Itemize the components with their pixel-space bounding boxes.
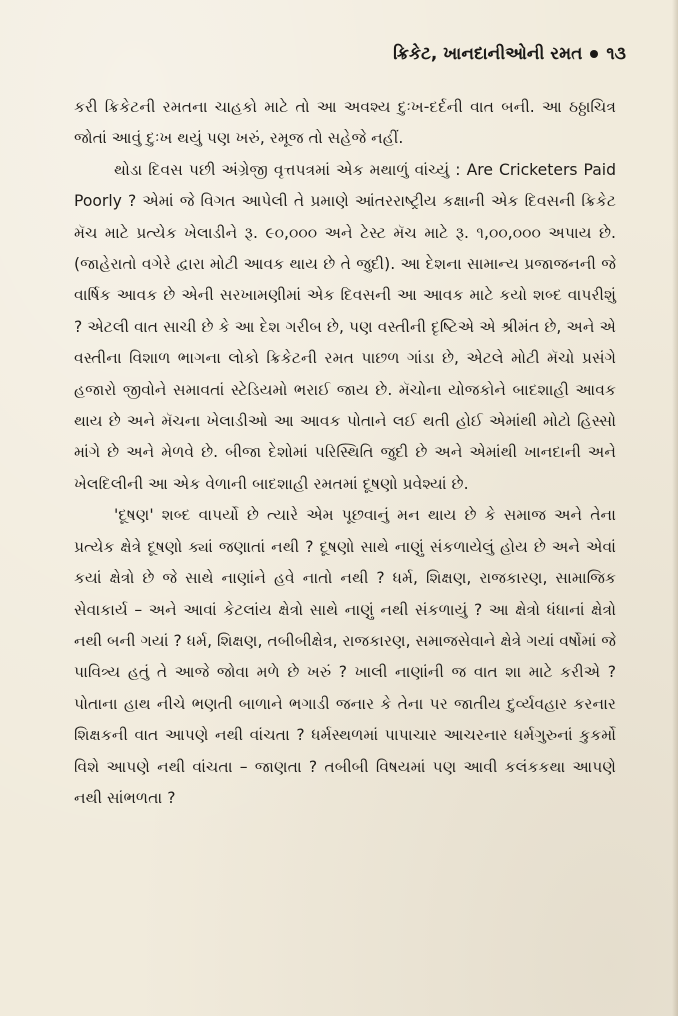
page-edge-shadow xyxy=(672,0,678,1016)
paragraph-cricketers-pay: થોડા દિવસ પછી અંગ્રેજી વૃત્તપત્રમાં એક મથાળું વાંચ્યું : Are Cricketers Paid Poorly ? એમાં જે વિગત આપેલી તે પ્રમાણે આંતરરાષ્ટ્રીય કક્ષાની એક દિવસની ક્રિકેટ મૅચ માટે પ્રત્યેક ખેલાડીને રૂ. ૯૦,૦૦૦ અને ટેસ્ટ મૅચ માટે રૂ. ૧,૦૦,૦૦૦ અપાય છે. (જાહેરાતો વગેરે દ્વારા મોટી આવક થાય છે તે જુદી). આ દેશના સામાન્ય પ્રજાજનની જે વાર્ષિક આવક છે એની સરખામણીમાં એક દિવસની આ આવક માટે કયો શબ્દ વાપરીશું ? એટલી વાત સાચી છે કે આ દેશ ગરીબ છે, પણ વસ્તીની દૃષ્ટિએ એ શ્રીમંત છે, અને એ વસ્તીના વિશાળ ભાગના લોકો ક્રિકેટની રમત પાછળ ગાંડા છે, એટલે મોટી મૅચો પ્રસંગે હજારો જીવોને સમાવતાં સ્ટેડિયમો ભરાઈ જાય છે. મૅચોના યોજકોને બાદશાહી આવક થાય છે અને મૅચના ખેલાડીઓ આ આવક પોતાને લઈ થતી હોઈ એમાંથી મોટો હિસ્સો માંગે છે અને મેળવે છે. બીજા દેશોમાં પરિસ્થિતિ જુદી છે અને એમાંથી ખાનદાની અને ખેલદિલીની આ એક વેળાની બાદશાહી રમતમાં દૂષણો પ્રવેશ્યાં છે. xyxy=(74,160,616,493)
running-header xyxy=(393,44,626,64)
bullet-dot-icon xyxy=(590,50,598,58)
body-text xyxy=(74,92,616,814)
paragraph-continuation: કરી ક્રિકેટની રમતના ચાહકો માટે તો આ અવશ્ય દુઃખ-દર્દની વાત બની. આ ઠઠ્ઠાચિત્ર જોતાં આવું દુઃખ થયું પણ ખરું, રમૂજ તો સહેજે નહીં. xyxy=(74,98,616,148)
page-number: ૧૩ xyxy=(606,44,626,64)
running-title: ક્રિકેટ, ખાનદાનીઓની રમત xyxy=(393,44,583,64)
paragraph-dushan: 'દૂષણ' શબ્દ વાપર્યો છે ત્યારે એમ પૂછવાનું મન થાય છે કે સમાજ અને તેના પ્રત્યેક ક્ષેત્રે દૂષણો ક્યાં જણાતાં નથી ? દૂષણો સાથે નાણું સંકળાયેલું હોય છે અને એવાં કયાં ક્ષેત્રો છે જે સાથે નાણાંને હવે નાતો નથી ? ધર્મ, શિક્ષણ, રાજકારણ, સામાજિક સેવાકાર્ય – અને આવાં કેટલાંય ક્ષેત્રો સાથે નાણું નથી સંકળાયું ? આ ક્ષેત્રો ધંધાનાં ક્ષેત્રો નથી બની ગયાં ? ધર્મ, શિક્ષણ, તબીબીક્ષેત્ર, રાજકારણ, સમાજસેવાને ક્ષેત્રે ગયાં વર્ષોમાં જે પાવિત્ર્ય હતું તે આજે જોવા મળે છે ખરું ? ખાલી નાણાંની જ વાત શા માટે કરીએ ? પોતાના હાથ નીચે ભણતી બાળાને ભગાડી જનાર કે તેના પર જાતીય દુર્વ્યવહાર કરનાર શિક્ષકની વાત આપણે નથી વાંચતા ? ધર્મસ્થળમાં પાપાચાર આચરનાર ધર્મગુરુનાં કુકર્મો વિશે આપણે નથી વાંચતા – જાણતા ? તબીબી વિષયમાં પણ આવી કલંકકથા આપણે નથી સાંભળતા ? xyxy=(74,506,617,807)
